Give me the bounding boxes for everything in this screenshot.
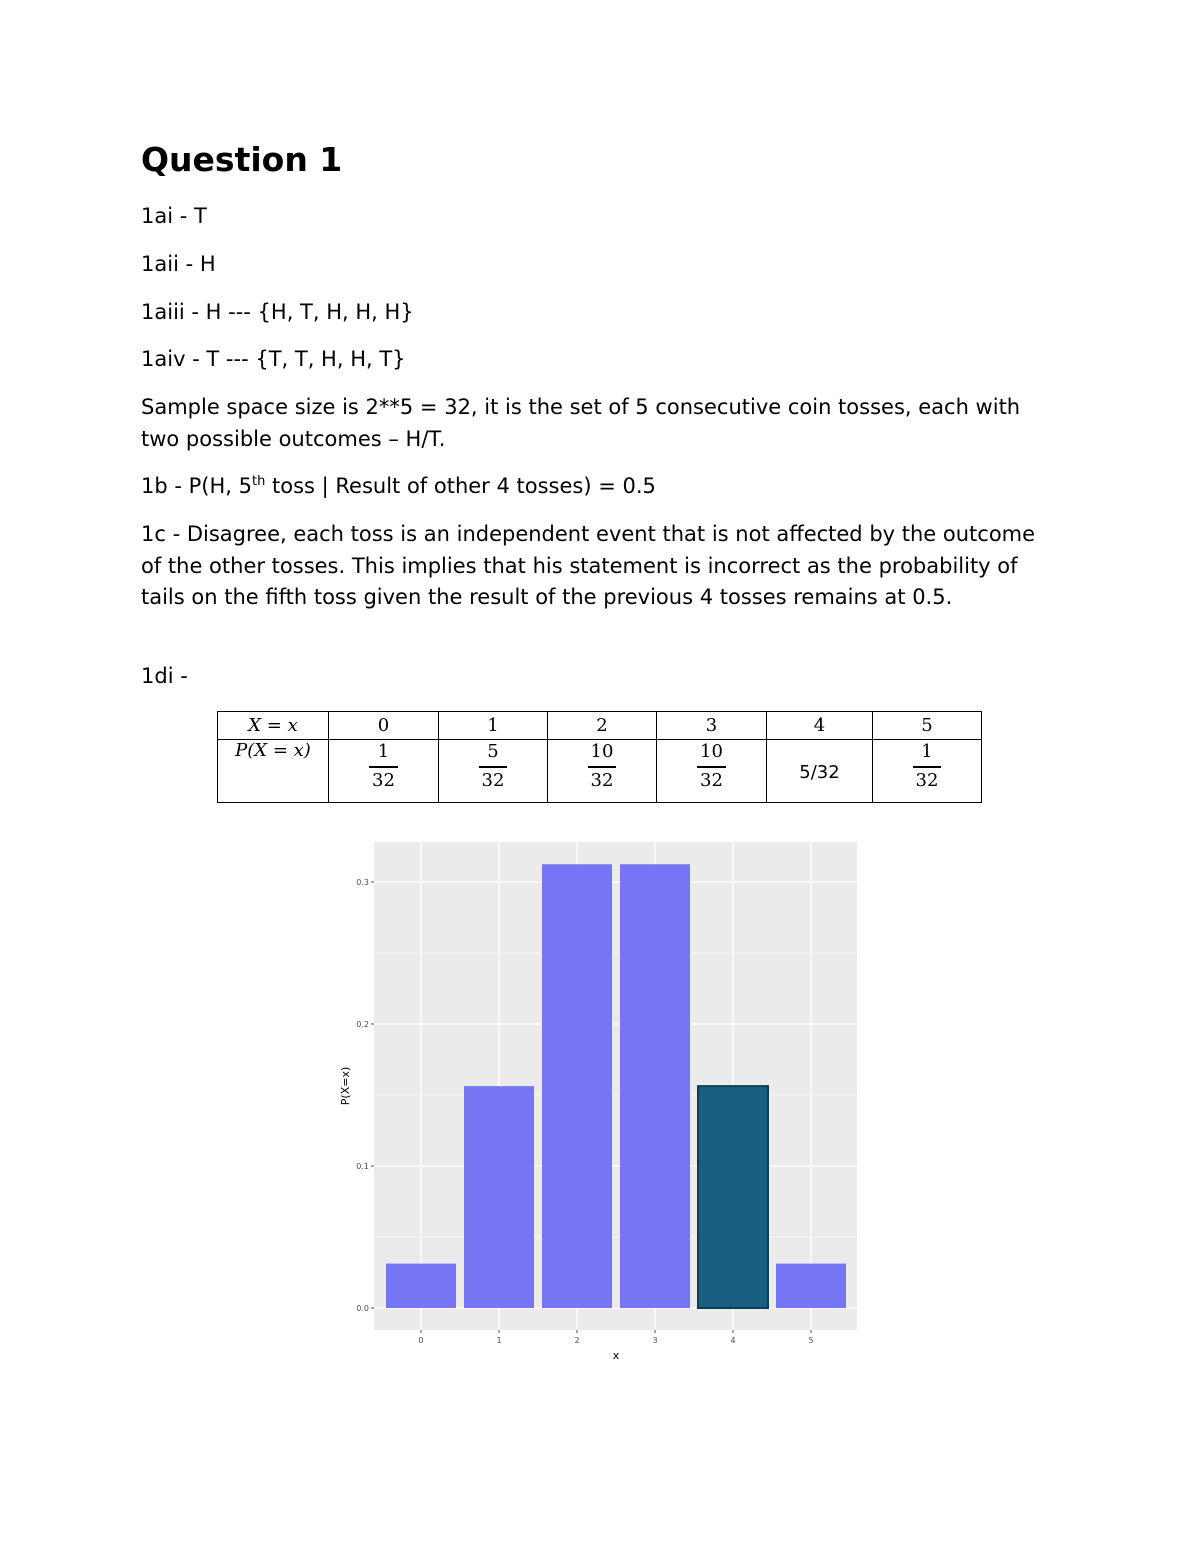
y-tick-label: 0.3: [356, 878, 369, 887]
y-tick-label: 0.1: [356, 1162, 369, 1171]
x-tick-label: 3: [652, 1336, 658, 1345]
table-cell-prob: [767, 740, 873, 803]
bar-1: [464, 1086, 534, 1308]
table-cell-x: 5: [873, 712, 982, 740]
fraction: [588, 741, 617, 793]
fraction-numerator: 1: [921, 741, 933, 762]
answer-1aiv: 1aiv - T --- {T, T, H, H, T}: [141, 347, 406, 371]
answer-1b-post: toss | Result of other 4 tosses) = 0.5: [265, 474, 656, 498]
fraction-numerator: 1: [377, 741, 390, 762]
fraction-denominator: 32: [913, 766, 942, 793]
y-axis-label: P(X=x): [339, 1066, 352, 1106]
table-cell-prob: [329, 740, 439, 803]
fraction-numerator: 5: [487, 741, 499, 762]
answer-1di: 1di -: [141, 664, 188, 688]
bar-3: [620, 864, 690, 1308]
sample-space-text: Sample space size is 2**5 = 32, it is the set of 5 consecutive coin tosses, each with two possible outcomes – H/T.: [141, 395, 1021, 451]
answer-1b-pre: 1b - P(H, 5: [141, 474, 252, 498]
fraction-denominator: 32: [697, 766, 726, 793]
bar-chart: [330, 832, 870, 1372]
x-tick-label: 1: [496, 1336, 502, 1345]
answer-1aii: 1aii - H: [141, 252, 216, 276]
x-tick-label: 0: [418, 1336, 424, 1345]
bar-0: [386, 1264, 456, 1308]
answer-1aiii: 1aiii - H --- {H, T, H, H, H}: [141, 300, 414, 324]
table-cell-x: 3: [657, 712, 767, 740]
table-cell-prob: [873, 740, 982, 803]
row-label-px: P(X = x): [218, 740, 329, 803]
fraction-denominator: 32: [479, 766, 508, 793]
fraction: [697, 741, 726, 793]
fraction: [479, 741, 508, 793]
table-cell-x: 2: [548, 712, 657, 740]
plain-fraction: 5/32: [799, 762, 840, 783]
x-tick-label: 2: [574, 1336, 580, 1345]
answer-1b-sup: th: [251, 474, 266, 489]
table-row: [218, 712, 982, 740]
table-cell-x: 0: [329, 712, 439, 740]
fraction-numerator: 10: [590, 741, 614, 762]
x-tick-label: 5: [808, 1336, 814, 1345]
answer-1c: 1c - Disagree, each toss is an independent event that is not affected by the outcome of the other tosses. This implies that his statement is incorrect as the probability of tails on the fifth toss given the result of the previous 4 tosses remains at 0.5.: [141, 522, 1036, 609]
answer-1b: [141, 471, 656, 503]
fraction-numerator: 10: [700, 741, 723, 762]
fraction-denominator: 32: [588, 766, 617, 793]
row-label-x: X = x: [218, 712, 329, 740]
page-title: Question 1: [141, 140, 343, 179]
bar-5: [776, 1264, 846, 1308]
table-cell-x: 1: [439, 712, 548, 740]
bar-4: [698, 1086, 768, 1308]
fraction: [913, 741, 942, 793]
fraction: [369, 741, 398, 793]
table-cell-prob: [439, 740, 548, 803]
distribution-table: [217, 711, 982, 803]
table-cell-prob: [657, 740, 767, 803]
fraction-denominator: 32: [369, 766, 398, 793]
table-cell-prob: [548, 740, 657, 803]
x-tick-label: 4: [730, 1336, 736, 1345]
x-axis-label: x: [612, 1349, 620, 1362]
table-cell-x: 4: [767, 712, 873, 740]
y-tick-label: 0.2: [356, 1020, 369, 1029]
y-tick-label: 0.0: [356, 1304, 369, 1313]
answer-1ai: 1ai - T: [141, 204, 207, 228]
plot-panel: [374, 842, 857, 1330]
bar-2: [542, 864, 612, 1308]
table-row: [218, 740, 982, 803]
